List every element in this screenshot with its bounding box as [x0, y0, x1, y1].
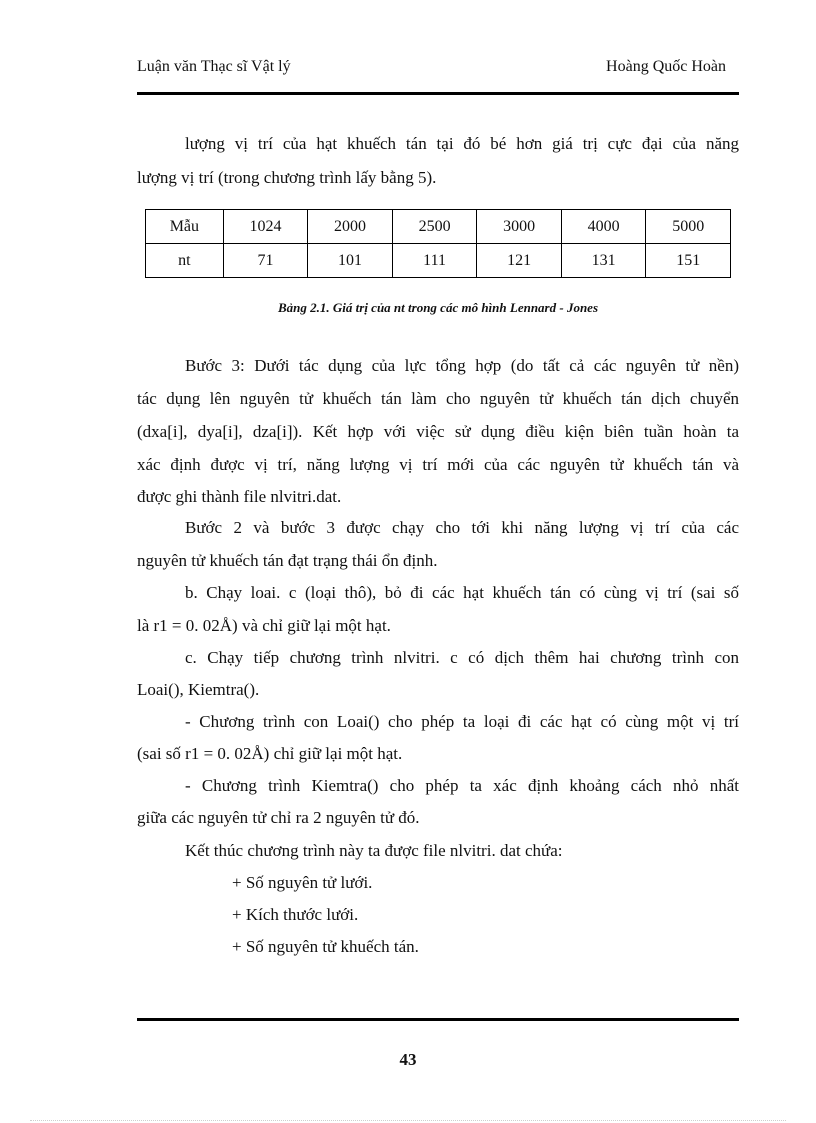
table-caption: Bảng 2.1. Giá trị của nt trong các mô hình Lennard - Jones — [278, 300, 598, 315]
table-cell: 3000 — [477, 210, 562, 244]
paragraph-line: c. Chạy tiếp chương trình nlvitri. c có dịch thêm hai chương trình con — [185, 648, 739, 667]
table-data-row — [146, 244, 731, 278]
table-cell: 151 — [646, 244, 731, 278]
table-cell: 121 — [477, 244, 562, 278]
paragraph-line: (dxa[i], dya[i], dza[i]). Kết hợp với việc sử dụng điều kiện biên tuần hoàn ta — [137, 422, 739, 441]
paragraph-line: được ghi thành file nlvitri.dat. — [137, 487, 342, 506]
paragraph-line: nguyên tử khuếch tán đạt trạng thái ổn định. — [137, 551, 438, 570]
table-cell: Mẫu — [146, 210, 224, 244]
paragraph-line: (sai số r1 = 0. 02Å) chỉ giữ lại một hạt. — [137, 744, 403, 763]
header-thesis-title: Luận văn Thạc sĩ Vật lý — [137, 58, 291, 75]
table-header-row — [146, 210, 731, 244]
header-rule — [137, 92, 739, 95]
page-edge-divider — [30, 1120, 786, 1121]
paragraph-line: Kết thúc chương trình này ta được file nlvitri. dat chứa: — [185, 841, 563, 860]
table-cell: 2500 — [392, 210, 477, 244]
table-cell: 1024 — [223, 210, 308, 244]
paragraph-line: là r1 = 0. 02Å) và chỉ giữ lại một hạt. — [137, 616, 391, 635]
paragraph-line: xác định được vị trí, năng lượng vị trí mới của các nguyên tử khuếch tán và — [137, 455, 739, 474]
paragraph-line: - Chương trình con Loai() cho phép ta loại đi các hạt có cùng một vị trí — [185, 712, 739, 731]
table-cell: 111 — [392, 244, 477, 278]
paragraph-line: Loai(), Kiemtra(). — [137, 680, 260, 699]
table-cell: 101 — [308, 244, 393, 278]
header-author: Hoàng Quốc Hoàn — [606, 58, 726, 75]
table-cell: 4000 — [561, 210, 646, 244]
list-item: + Kích thước lưới. — [232, 905, 359, 924]
paragraph-line: Bước 2 và bước 3 được chạy cho tới khi năng lượng vị trí của các — [185, 518, 739, 537]
paragraph-line: - Chương trình Kiemtra() cho phép ta xác định khoảng cách nhỏ nhất — [185, 776, 739, 795]
table-cell: 131 — [561, 244, 646, 278]
paragraph-line: Bước 3: Dưới tác dụng của lực tổng hợp (do tất cả các nguyên tử nền) — [185, 356, 739, 375]
paragraph-line: b. Chạy loai. c (loại thô), bỏ đi các hạt khuếch tán có cùng vị trí (sai số — [185, 583, 739, 602]
list-item: + Số nguyên tử lưới. — [232, 873, 373, 892]
page-number: 43 — [399, 1050, 417, 1069]
footer-rule — [137, 1018, 739, 1021]
nt-values-table — [145, 209, 731, 278]
table-cell: 2000 — [308, 210, 393, 244]
list-item: + Số nguyên tử khuếch tán. — [232, 937, 419, 956]
table-cell: 5000 — [646, 210, 731, 244]
paragraph-line: lượng vị trí của hạt khuếch tán tại đó bé hơn giá trị cực đại của năng — [185, 134, 739, 153]
paragraph-line: giữa các nguyên tử chỉ ra 2 nguyên tử đó. — [137, 808, 420, 827]
table-cell: nt — [146, 244, 224, 278]
table-cell: 71 — [223, 244, 308, 278]
paragraph-line: tác dụng lên nguyên tử khuếch tán làm cho nguyên tử khuếch tán dịch chuyển — [137, 389, 739, 408]
paragraph-line: lượng vị trí (trong chương trình lấy bằng 5). — [137, 168, 437, 187]
